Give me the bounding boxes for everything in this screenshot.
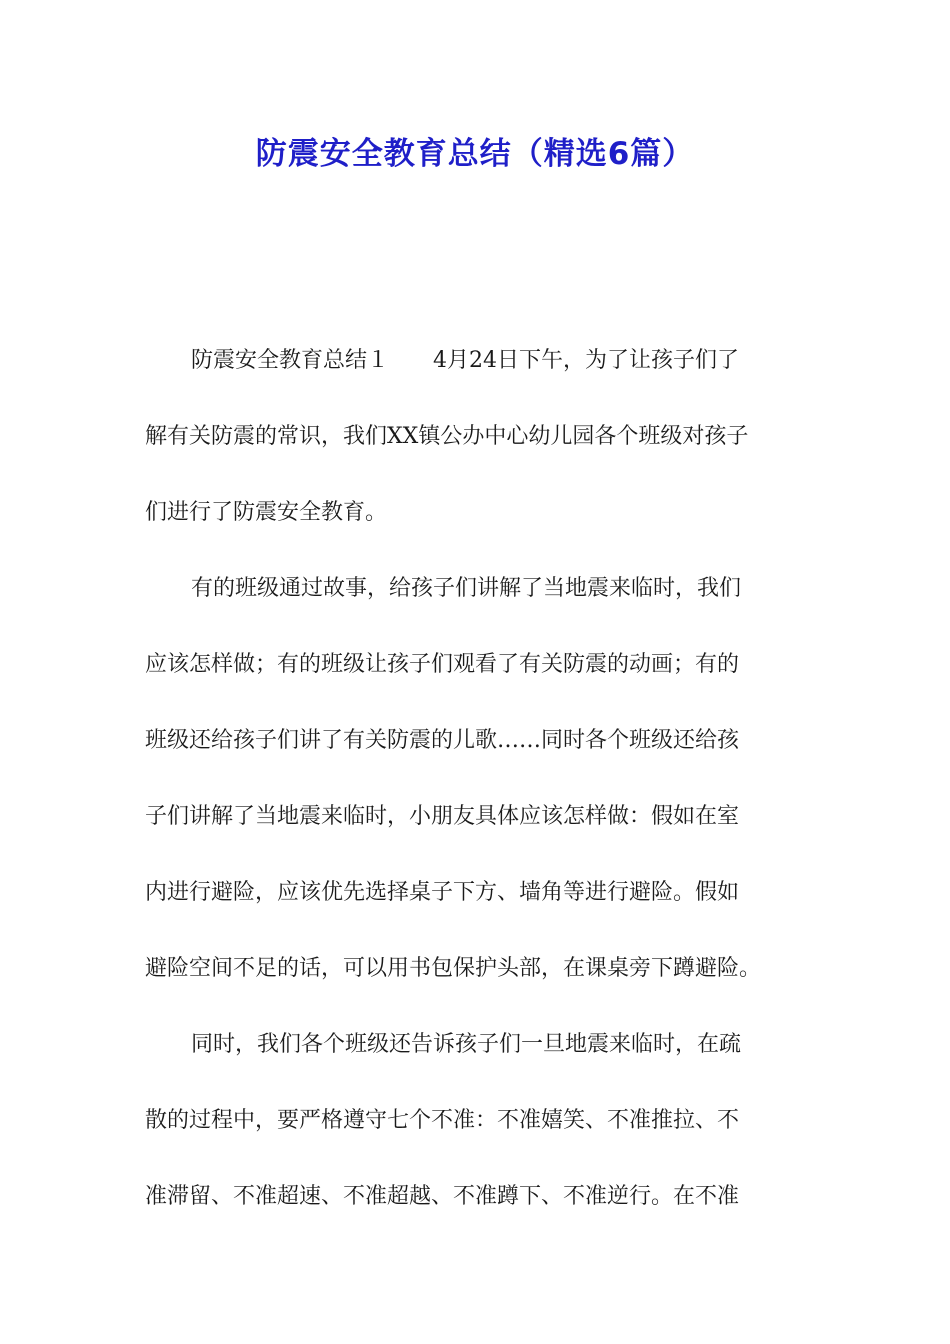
text-line: 班级还给孩子们讲了有关防震的儿歌……同时各个班级还给孩 bbox=[145, 728, 740, 753]
text-line: 子们讲解了当地震来临时，小朋友具体应该怎样做：假如在室 bbox=[145, 804, 740, 829]
section-heading: 防震安全教育总结１ bbox=[191, 348, 390, 373]
paragraph-2 bbox=[145, 565, 805, 1021]
text-line: 同时，我们各个班级还告诉孩子们一旦地震来临时，在疏 bbox=[191, 1032, 742, 1057]
text-line: 准滞留、不准超速、不准超越、不准蹲下、不准逆行。在不准 bbox=[145, 1184, 740, 1209]
text-line: 们进行了防震安全教育。 bbox=[145, 500, 388, 525]
text-line: 内进行避险，应该优先选择桌子下方、墙角等进行避险。假如 bbox=[145, 880, 740, 905]
paragraph-3 bbox=[145, 1021, 805, 1249]
text-line: 应该怎样做；有的班级让孩子们观看了有关防震的动画；有的 bbox=[145, 652, 740, 677]
text-line bbox=[145, 337, 805, 413]
text-line: 避险空间不足的话，可以用书包保护头部，在课桌旁下蹲避险。 bbox=[145, 956, 762, 981]
text-line: 解有关防震的常识，我们XX镇公办中心幼儿园各个班级对孩子 bbox=[145, 424, 749, 449]
document-title: 防震安全教育总结（精选6篇） bbox=[255, 136, 695, 172]
text-line-segment: 4月24日下午，为了让孩子们了 bbox=[433, 348, 740, 373]
paragraph-1 bbox=[145, 337, 805, 565]
text-line: 有的班级通过故事，给孩子们讲解了当地震来临时，我们 bbox=[191, 576, 742, 601]
document-body bbox=[145, 337, 805, 1249]
text-line: 散的过程中，要严格遵守七个不准：不准嬉笑、不准推拉、不 bbox=[145, 1108, 740, 1133]
